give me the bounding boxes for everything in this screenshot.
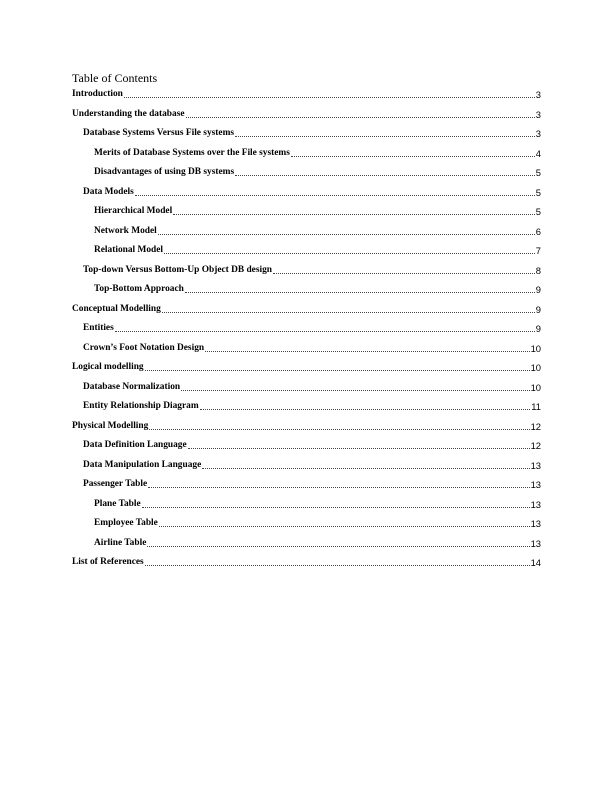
toc-dot-leader — [158, 233, 535, 235]
toc-page-number: 8 — [535, 264, 541, 276]
toc-entry-title[interactable]: Network Model — [94, 225, 157, 236]
toc-page-number: 13 — [530, 459, 541, 471]
toc-entry-data-definition-language[interactable] — [83, 437, 541, 451]
toc-page-number: 3 — [535, 89, 541, 100]
toc-entry-understanding-the-database[interactable] — [72, 106, 541, 120]
toc-entry-title[interactable]: Airline Table — [94, 537, 147, 548]
toc-entry-entity-relationship-diagram[interactable] — [83, 398, 541, 412]
toc-dot-leader — [181, 389, 529, 391]
toc-page-number: 9 — [535, 284, 541, 295]
toc-dot-leader — [205, 350, 529, 352]
toc-entry-title[interactable]: Data Manipulation Language — [83, 459, 202, 470]
toc-heading: Table of Contents — [72, 71, 158, 85]
toc-dot-leader — [115, 330, 535, 332]
toc-entry-list-of-references[interactable] — [72, 554, 541, 568]
toc-entry-title[interactable]: Merits of Database Systems over the File systems — [94, 147, 290, 158]
toc-page-number: 5 — [535, 206, 541, 217]
toc-page-number: 11 — [531, 401, 541, 412]
toc-page-number: 9 — [535, 323, 541, 334]
toc-entry-title[interactable]: Introduction — [72, 89, 123, 99]
toc-page-number: 13 — [530, 498, 541, 510]
toc-page-number: 7 — [535, 245, 541, 256]
toc-entry-title[interactable]: Plane Table — [94, 498, 141, 509]
toc-page-number: 10 — [530, 381, 541, 393]
toc-dot-leader — [135, 194, 535, 196]
toc-page-number: 13 — [530, 518, 541, 529]
toc-entry-title[interactable]: Disadvantages of using DB systems — [94, 167, 235, 177]
toc-dot-leader — [188, 447, 530, 449]
toc-entry-title[interactable]: Relational Model — [94, 245, 164, 255]
toc-entry-title[interactable]: Crown’s Foot Notation Design — [83, 342, 205, 353]
toc-entry-title[interactable]: Top-Bottom Approach — [94, 284, 184, 294]
toc-entry-introduction[interactable] — [72, 86, 541, 100]
toc-page-number: 12 — [530, 440, 541, 451]
toc-entry-data-manipulation-language[interactable] — [83, 457, 541, 471]
toc-entry-hierarchical-model[interactable] — [94, 203, 541, 217]
toc-dot-leader — [148, 486, 529, 488]
toc-entry-physical-modelling[interactable] — [72, 418, 541, 432]
toc-entry-title[interactable]: Logical modelling — [72, 362, 144, 372]
toc-entry-title[interactable]: List of References — [72, 557, 144, 567]
toc-dot-leader — [185, 291, 535, 293]
toc-entry-title[interactable]: Data Models — [83, 186, 134, 197]
toc-page-number: 13 — [530, 479, 541, 490]
toc-entry-merits-of-db-systems[interactable] — [94, 145, 541, 159]
toc-page-number: 6 — [535, 225, 541, 237]
toc-entry-disadvantages-of-db[interactable] — [94, 164, 541, 178]
toc-entry-title[interactable]: Employee Table — [94, 518, 158, 528]
toc-entry-database-normalization[interactable] — [83, 379, 541, 393]
toc-entry-data-models[interactable] — [83, 184, 541, 198]
toc-page-number: 10 — [530, 362, 541, 373]
toc-dot-leader — [145, 564, 530, 566]
toc-page-number: 14 — [530, 557, 541, 568]
toc-page-number: 4 — [535, 147, 541, 159]
toc-dot-leader — [164, 252, 535, 254]
toc-page-number: 5 — [535, 167, 541, 178]
toc-dot-leader — [173, 213, 535, 215]
toc-dot-leader — [291, 155, 535, 157]
toc-dot-leader — [186, 116, 535, 118]
toc-dot-leader — [235, 174, 535, 176]
toc-entry-title[interactable]: Physical Modelling — [72, 420, 149, 431]
toc-page-number: 3 — [535, 128, 541, 139]
toc-page-number: 5 — [535, 186, 541, 198]
toc-entry-title[interactable]: Passenger Table — [83, 479, 148, 489]
toc-entry-db-vs-file-systems[interactable] — [83, 125, 541, 139]
toc-entry-title[interactable]: Data Definition Language — [83, 440, 187, 450]
toc-entry-title[interactable]: Entity Relationship Diagram — [83, 401, 199, 411]
toc-entry-employee-table[interactable] — [94, 515, 541, 529]
toc-dot-leader — [273, 272, 535, 274]
toc-dot-leader — [124, 96, 535, 98]
toc-entry-title[interactable]: Understanding the database — [72, 108, 185, 119]
toc-dot-leader — [142, 506, 530, 508]
toc-page-number: 3 — [535, 108, 541, 120]
toc-dot-leader — [147, 545, 529, 547]
toc-entry-title[interactable]: Database Systems Versus File systems — [83, 128, 235, 138]
toc-entry-title[interactable]: Entities — [83, 323, 114, 333]
toc-dot-leader — [235, 135, 535, 137]
toc-dot-leader — [145, 369, 530, 371]
toc-dot-leader — [162, 311, 535, 313]
toc-entry-title[interactable]: Conceptual Modelling — [72, 303, 161, 314]
toc-dot-leader — [159, 525, 530, 527]
toc-entry-crowns-foot-notation[interactable] — [83, 340, 541, 354]
toc-entry-top-down-vs-bottom-up[interactable] — [83, 262, 541, 276]
toc-entry-relational-model[interactable] — [94, 242, 541, 256]
toc-entry-title[interactable]: Top-down Versus Bottom-Up Object DB design — [83, 264, 273, 275]
toc-entry-airline-table[interactable] — [94, 535, 541, 549]
toc-page-number: 9 — [535, 303, 541, 315]
toc-dot-leader — [202, 467, 529, 469]
toc-page-number: 12 — [530, 420, 541, 432]
toc-page-number: 13 — [530, 537, 541, 549]
toc-page-number: 10 — [530, 342, 541, 354]
toc-entry-logical-modelling[interactable] — [72, 359, 541, 373]
toc-entry-top-bottom-approach[interactable] — [94, 281, 541, 295]
toc-entry-conceptual-modelling[interactable] — [72, 301, 541, 315]
toc-entry-title[interactable]: Database Normalization — [83, 381, 181, 392]
toc-dot-leader — [149, 428, 529, 430]
toc-entry-network-model[interactable] — [94, 223, 541, 237]
toc-entry-entities[interactable] — [83, 320, 541, 334]
toc-dot-leader — [200, 408, 531, 410]
toc-entry-title[interactable]: Hierarchical Model — [94, 206, 173, 216]
toc-entry-passenger-table[interactable] — [83, 476, 541, 490]
toc-entry-plane-table[interactable] — [94, 496, 541, 510]
